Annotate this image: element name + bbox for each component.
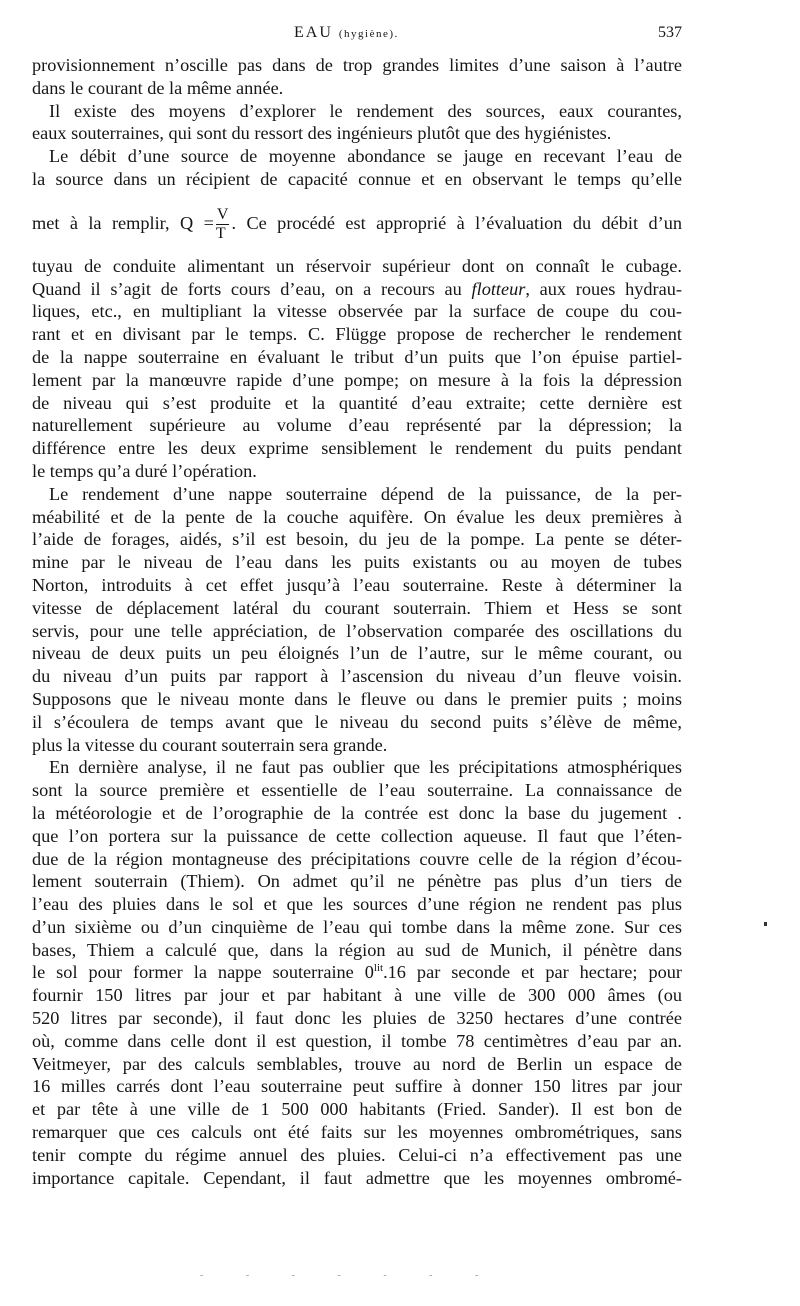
running-title-sub: (hygiène). [338, 28, 399, 40]
text-line: liques, etc., en multipliant la vitesse observée par la surface de coupe du cou- [32, 301, 682, 322]
text-line: l’aide de forages, aidés, s’il est besoin, du jeu de la pompe. La pente se déter- [32, 529, 682, 550]
text-line: et par tête à une ville de 1 500 000 habitants (Fried. Sander). Il est bon de [32, 1099, 682, 1120]
text-line [32, 961, 682, 984]
text-line: Le rendement d’une nappe souterraine dépend de la puissance, de la per- [49, 483, 682, 504]
text-line: plus la vitesse du courant souterrain sera grande. [32, 734, 388, 755]
text-line [32, 191, 682, 255]
formula-suffix: . Ce procédé est approprié à l’évaluation du débit d’un [231, 212, 682, 233]
text-line: En dernière analyse, il ne faut pas oublier que les précipitations atmosphériques [49, 757, 682, 778]
text-line: tuyau de conduite alimentant un réservoir supérieur dont on connaît le cubage. [32, 255, 682, 276]
text-line: la source dans un récipient de capacité connue et en observant le temps qu’elle [32, 168, 682, 189]
text-line: remarquer que ces calculs ont été faits sur les moyennes ombrométriques, sans [32, 1122, 682, 1143]
line-part: .16 par seconde et par hectare; pour [383, 962, 682, 983]
text-line: que l’on portera sur la puissance de cette collection aqueuse. Il faut que l’éten- [32, 825, 682, 846]
text-line: d’un sixième ou d’un cinquième de l’eau qui tombe dans la même zone. Sur ces [32, 916, 682, 937]
line-part: le sol pour former la nappe souterraine 0 [32, 962, 374, 983]
page-number: 537 [658, 24, 682, 41]
text-line: de la nappe souterraine en évaluant le tribut d’un puits que l’on épuise partiel- [32, 346, 682, 367]
text-line: lement par la manœuvre rapide d’une pompe; on mesure à la fois la dépression [32, 369, 682, 390]
text-line: vitesse de déplacement latéral du courant souterrain. Thiem et Hess se sont [32, 597, 682, 618]
text-line: rant et en divisant par le temps. C. Flügge propose de rechercher le rendement [32, 324, 682, 345]
running-title [294, 24, 399, 42]
text-line: servis, pour une telle appréciation, de l’observation comparée des oscillations du [32, 620, 682, 641]
text-line: le temps qu’a duré l’opération. [32, 460, 257, 481]
text-line: du niveau d’un puits par rapport à l’ascension du niveau d’un fleuve voisin. [32, 666, 682, 687]
text-line: eaux souterraines, qui sont du ressort des ingénieurs plutôt que des hygiénistes. [32, 123, 612, 144]
text-line: importance capitale. Cependant, il faut admettre que les moyennes ombromé- [32, 1167, 682, 1188]
text-line: 520 litres par seconde), il faut donc les pluies de 3250 hectares d’une contrée [32, 1008, 682, 1029]
running-header [32, 24, 682, 48]
footer-marks: - - - - - - - [200, 1270, 499, 1281]
text-line: Norton, introduits à cet effet jusqu’à l’eau souterraine. Reste à déterminer la [32, 574, 682, 595]
text-line: il s’écoulera de temps avant que le niveau du second puits s’élève de même, [32, 711, 682, 732]
fraction-numerator: V [216, 206, 229, 224]
text-line: mine par le niveau de l’eau dans les puits existants ou au moyen de tubes [32, 552, 682, 573]
text-line: sont la source première et essentielle de l’eau souterraine. La connaissance de [32, 780, 682, 801]
text-line: due de la région montagneuse des précipitations couvre celle de la région d’écou- [32, 848, 682, 869]
text-line: Il existe des moyens d’explorer le rendement des sources, eaux courantes, [49, 100, 682, 121]
text-line: lement souterrain (Thiem). On admet qu’il ne pénètre pas plus d’un tiers de [32, 871, 682, 892]
text-line: 16 milles carrés dont l’eau souterraine peut suffire à donner 150 litres par jour [32, 1076, 682, 1097]
text-line: Le débit d’une source de moyenne abondance se jauge en recevant l’eau de [49, 146, 682, 167]
text-line: méabilité et de la pente de la couche aquifère. On évalue les deux premières à [32, 506, 682, 527]
body-text [32, 54, 682, 1189]
text-line: l’eau des pluies dans le sol et que les sources d’une région ne rendent pas plus [32, 894, 682, 915]
text-line: Veitmeyer, par des calculs semblables, trouve au nord de Berlin un espace de [32, 1053, 682, 1074]
text-line: provisionnement n’oscille pas dans de trop grandes limites d’une saison à l’autre [32, 55, 682, 75]
running-title-main: EAU [294, 24, 333, 41]
formula-prefix: met à la remplir, Q = [32, 212, 214, 233]
text-line: où, comme dans celle dont il est question, il tombe 78 centimètres d’eau par an. [32, 1030, 682, 1051]
superscript: lit [373, 962, 384, 975]
fraction-denominator: T [215, 225, 226, 243]
text-line: fournir 150 litres par jour et par habitant à une ville de 300 000 âmes (ou [32, 985, 682, 1006]
text-line: bases, Thiem a calculé que, dans la région au sud de Munich, il pénètre dans [32, 939, 682, 960]
fraction [216, 207, 230, 242]
text-line: Quand il s’agit de forts cours d’eau, on a recours au flotteur, aux roues hydrau- [32, 278, 682, 299]
margin-speck [764, 922, 767, 926]
text-line: niveau de deux puits un peu éloignés l’un de l’autre, sur le même courant, ou [32, 643, 682, 664]
text-line: différence entre les deux exprime sensiblement le rendement du puits pendant [32, 438, 682, 459]
text-line: Supposons que le niveau monte dans le fleuve ou dans le premier puits ; moins [32, 688, 682, 709]
text-line: naturellement supérieure au volume d’eau représenté par la dépression; la [32, 415, 682, 436]
emphasis: flotteur [471, 278, 526, 299]
text-line: tenir compte du régime annuel des pluies. Celui-ci n’a effectivement pas une [32, 1144, 682, 1165]
text-line: de niveau qui s’est produite et la quantité d’eau extraite; cette dernière est [32, 392, 682, 413]
text-line: dans le courant de la même année. [32, 77, 284, 98]
text-line: la météorologie et de l’orographie de la contrée est donc la base du jugement . [32, 802, 682, 823]
